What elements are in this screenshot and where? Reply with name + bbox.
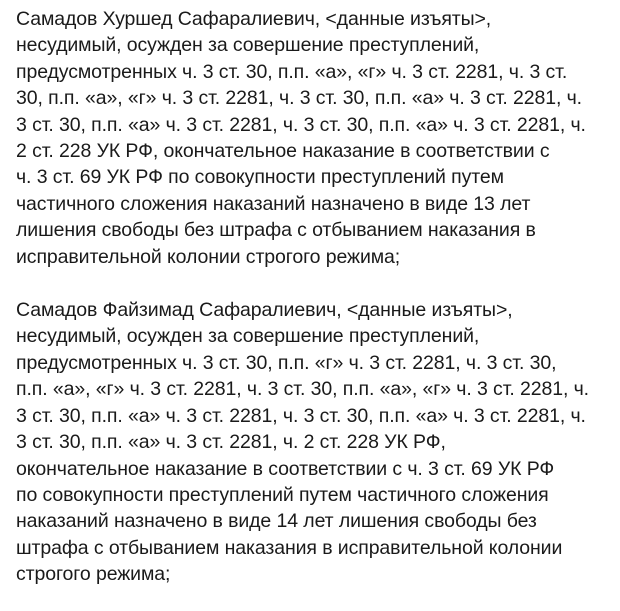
text-line: лишения свободы без штрафа с отбыванием наказания в [16, 219, 536, 242]
text-line: частичного сложения наказаний назначено в виде 13 лет [16, 192, 531, 215]
text-line: Самадов Файзимад Сафаралиевич, <данные изъяты>, [16, 299, 513, 322]
text-line: окончательное наказание в соответствии с ч. 3 ст. 69 УК РФ [16, 457, 555, 480]
text-line: строгого режима; [16, 563, 171, 586]
text-line: 2 ст. 228 УК РФ, окончательное наказание в соответствии с [16, 140, 550, 163]
text-line: несудимый, осужден за совершение преступлений, [16, 34, 480, 57]
text-line: по совокупности преступлений путем частичного сложения [16, 483, 549, 506]
paragraph-1 [16, 6, 616, 270]
paragraph-2 [16, 297, 616, 587]
text-line: несудимый, осужден за совершение преступлений, [16, 325, 480, 348]
text-line: 3 ст. 30, п.п. «а» ч. 3 ст. 2281, ч. 3 ст. 30, п.п. «а» ч. 3 ст. 2281, ч. [16, 113, 586, 136]
text-line: 3 ст. 30, п.п. «а» ч. 3 ст. 2281, ч. 3 ст. 30, п.п. «а» ч. 3 ст. 2281, ч. [16, 404, 586, 427]
text-line: 3 ст. 30, п.п. «а» ч. 3 ст. 2281, ч. 2 ст. 228 УК РФ, [16, 431, 446, 454]
text-line: исправительной колонии строгого режима; [16, 245, 401, 268]
text-line: предусмотренных ч. 3 ст. 30, п.п. «г» ч. 3 ст. 2281, ч. 3 ст. 30, [16, 351, 557, 374]
text-line: наказаний назначено в виде 14 лет лишения свободы без [16, 510, 537, 533]
document-body [16, 6, 616, 588]
text-line: штрафа с отбыванием наказания в исправительной колонии [16, 536, 563, 559]
text-line: предусмотренных ч. 3 ст. 30, п.п. «а», «г» ч. 3 ст. 2281, ч. 3 ст. [16, 60, 568, 83]
text-line: Самадов Хуршед Сафаралиевич, <данные изъяты>, [16, 8, 492, 30]
text-line: п.п. «а», «г» ч. 3 ст. 2281, ч. 3 ст. 30, п.п. «а», «г» ч. 3 ст. 2281, ч. [16, 378, 589, 401]
text-line: ч. 3 ст. 69 УК РФ по совокупности преступлений путем [16, 166, 504, 189]
text-line: 30, п.п. «а», «г» ч. 3 ст. 2281, ч. 3 ст. 30, п.п. «а» ч. 3 ст. 2281, ч. [16, 87, 582, 110]
